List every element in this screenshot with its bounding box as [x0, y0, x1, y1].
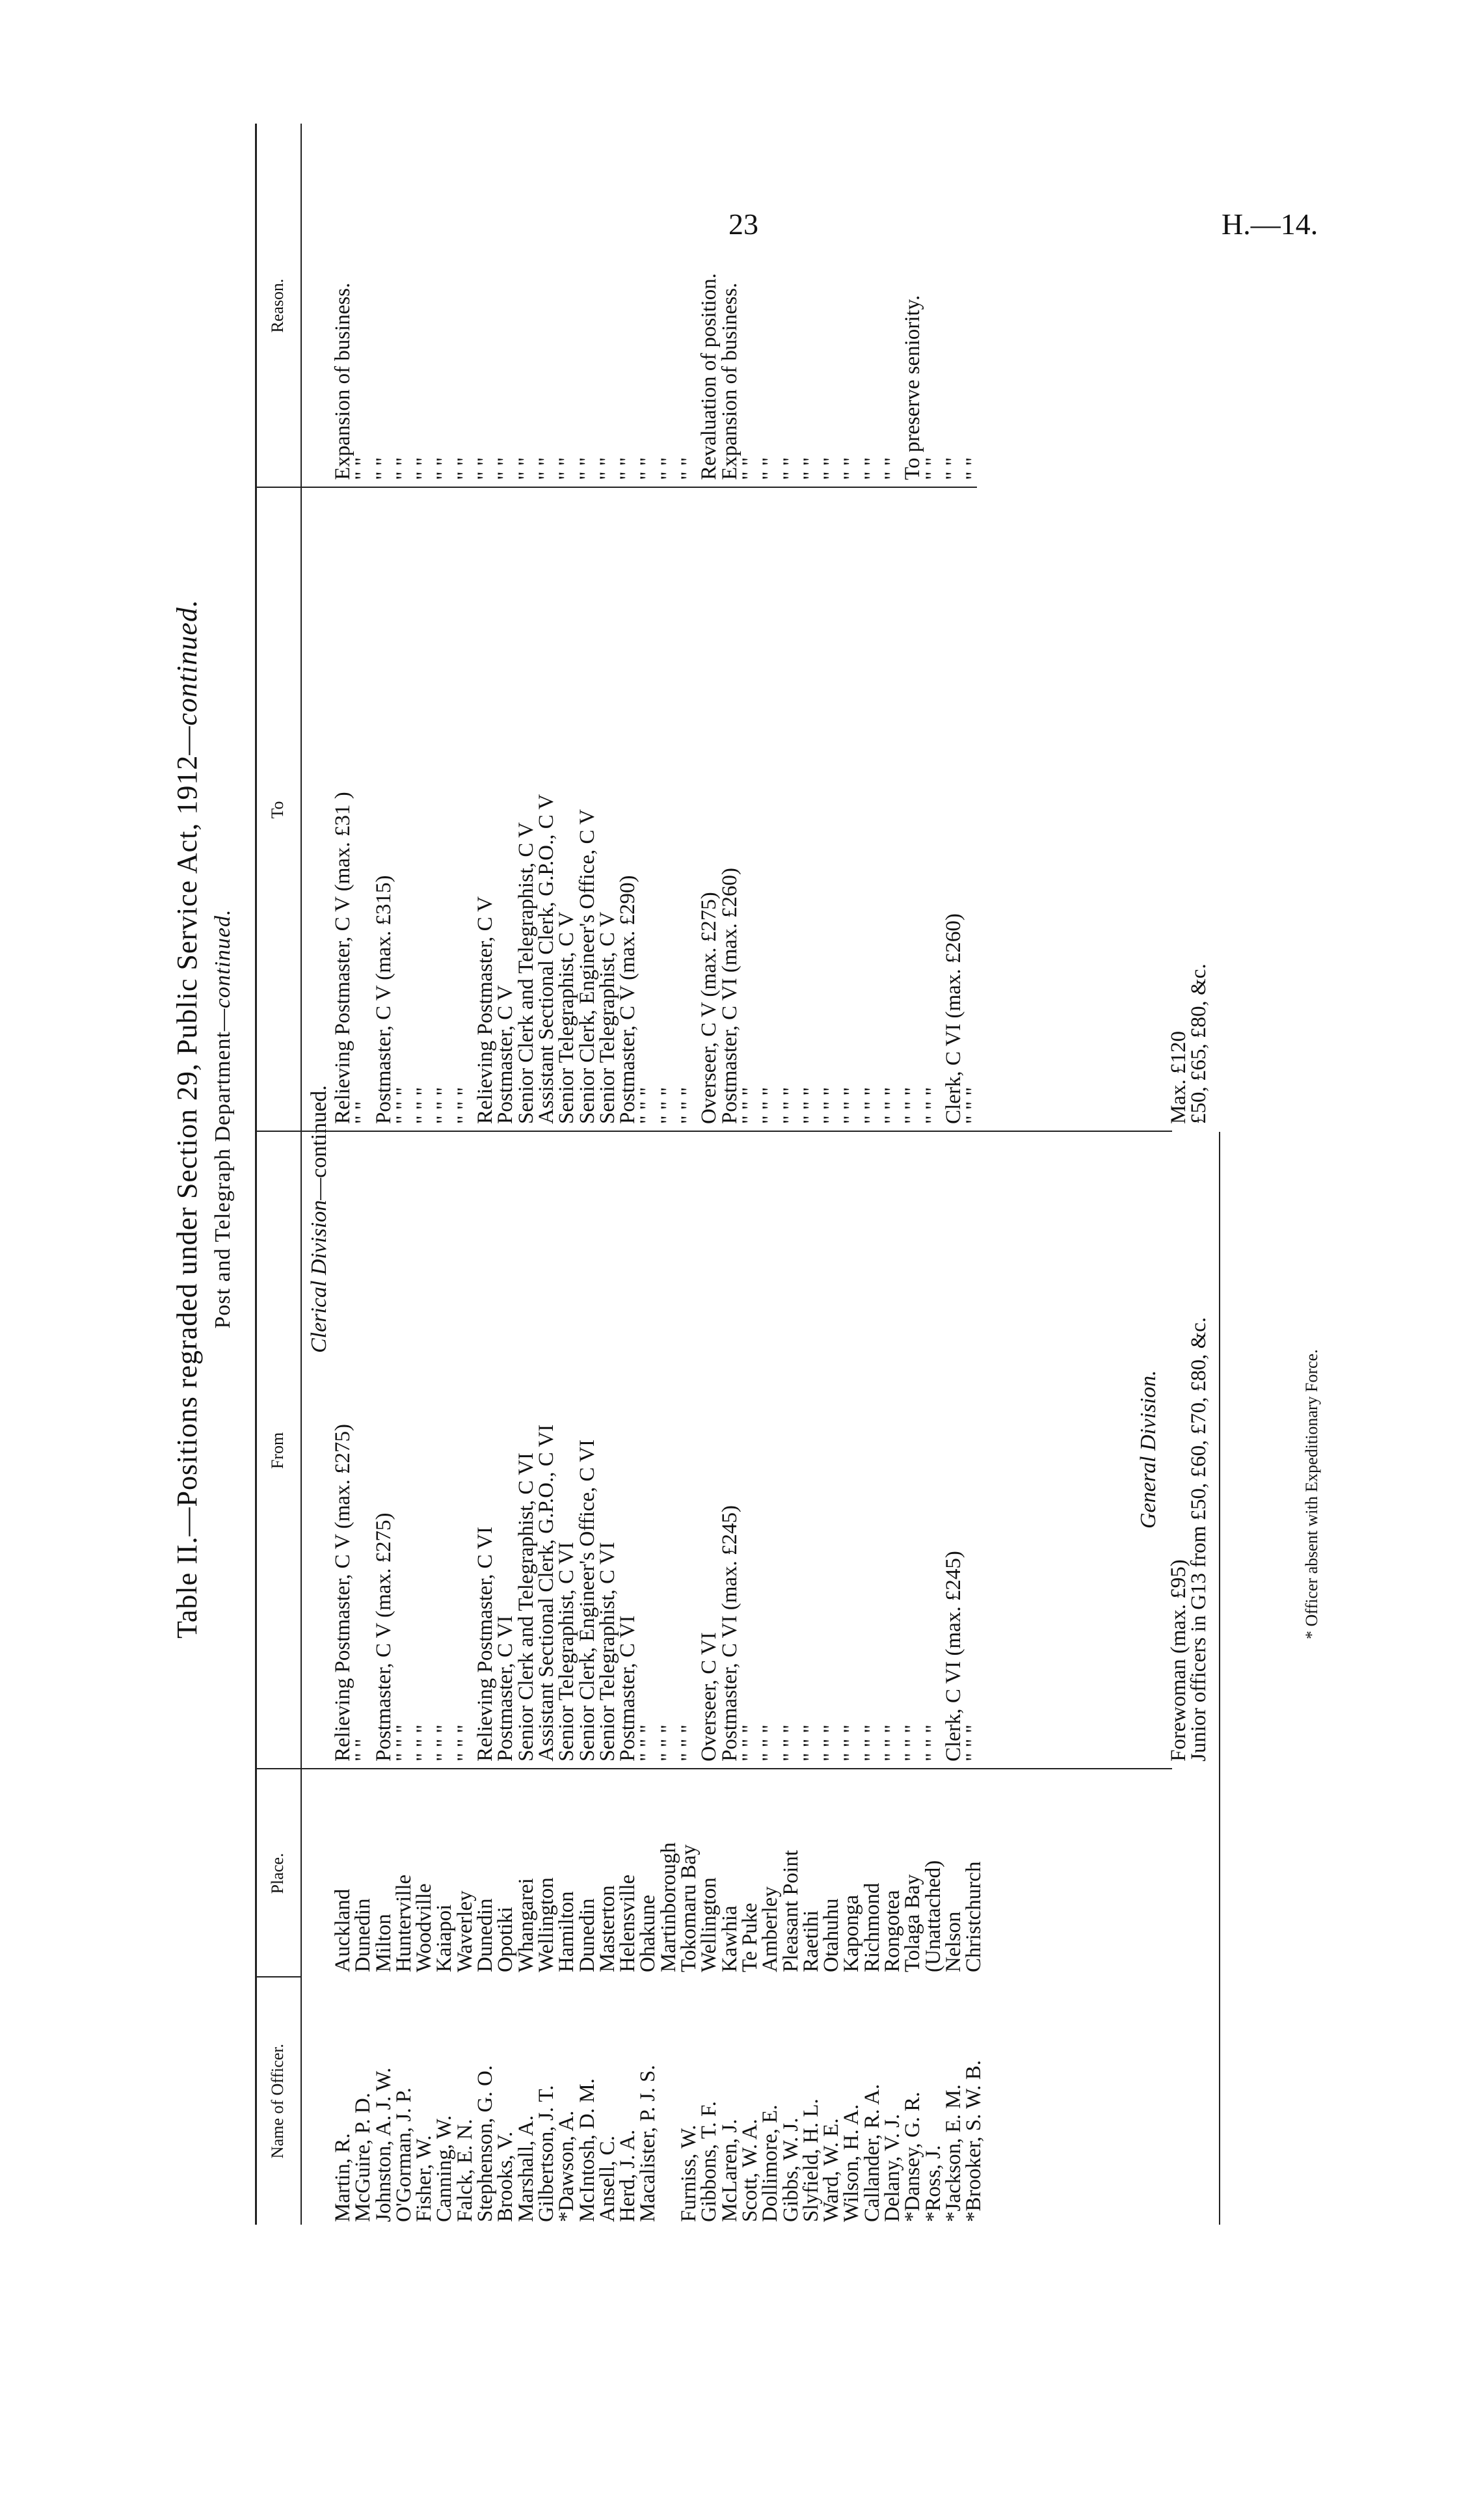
table-title [170, 13, 204, 2225]
reason-cell: " " [962, 457, 986, 480]
from-cell: " " " [860, 1724, 884, 1762]
reason-cell: Expansion of business. [331, 282, 354, 480]
to-cell: Assistant Sectional Clerk, G.P.O., C V [534, 794, 558, 1124]
officer-name-cell: Fisher, W. [412, 2135, 436, 2222]
header-place: Place. [268, 1853, 287, 1894]
to-cell: Overseer, C V (max. £275) [697, 892, 721, 1124]
officer-name-cell: Dollimore, E. [758, 2104, 782, 2222]
place-cell: Dunedin [474, 1898, 498, 1972]
column-divider [301, 1768, 1172, 1769]
to-cell: Postmaster, C V (max. £315) [371, 875, 395, 1124]
reason-cell: Expansion of business. [717, 282, 742, 480]
to-cell: Senior Clerk, Engineer's Office, C V [575, 809, 599, 1124]
reason-cell: " " [921, 457, 945, 480]
officer-name-cell: Callander, R. A. [860, 2084, 884, 2222]
from-column [333, 1137, 985, 1762]
header-from: From [268, 1432, 287, 1469]
general-from-column [1169, 1137, 1210, 1762]
reason-cell: " " [941, 457, 965, 480]
section-heading-general: General Division. [1136, 1370, 1160, 1529]
from-cell: " " [351, 1738, 375, 1762]
to-cell: " " [351, 1101, 375, 1124]
officer-name-cell: Gilbertson, J. T. [534, 2085, 558, 2222]
from-cell: " " " [820, 1724, 844, 1762]
from-cell: " " " [921, 1724, 945, 1762]
from-cell: Senior Telegraphist, C VI [555, 1542, 579, 1762]
reason-cell: " " [860, 457, 884, 480]
place-cell: Tolaga Bay [901, 1874, 925, 1972]
reason-cell: " " [656, 457, 680, 480]
to-cell: " " " [758, 1087, 782, 1124]
section-label: Clerical Division [307, 1200, 331, 1353]
to-cell: " " " [779, 1087, 803, 1124]
officer-name-cell: Johnston, A. J. W. [371, 2067, 395, 2222]
footnote: * Officer absent with Expeditionary Force. [1302, 1349, 1321, 1639]
to-cell: " " " [799, 1087, 823, 1124]
to-cell: Senior Clerk and Telegraphist, C V [514, 822, 538, 1124]
reason-cell: " " [453, 457, 477, 480]
from-cell: " " " [758, 1724, 782, 1762]
general-to-cell: Max. £120 [1167, 1031, 1190, 1124]
to-cell: Postmaster, C VI (max. £260) [717, 867, 742, 1124]
place-column [333, 1771, 985, 1972]
officer-name-cell: *Ross, J. [921, 2145, 945, 2222]
to-cell: " " " [962, 1087, 986, 1124]
reason-cell: " " [595, 457, 619, 480]
from-cell: " " " [412, 1724, 436, 1762]
officer-name-cell: Herd, J. A. [616, 2129, 640, 2222]
to-cell: " " " [901, 1087, 925, 1124]
place-cell: Milton [371, 1914, 395, 1972]
officer-name-cell: McIntosh, D. M. [575, 2078, 599, 2222]
from-cell: Senior Telegraphist, C VI [595, 1542, 619, 1762]
place-cell: Masterton [595, 1885, 619, 1972]
officer-name-cell [659, 1981, 679, 2222]
header-reason: Reason. [268, 278, 287, 333]
from-cell: Relieving Postmaster, C VI [474, 1526, 498, 1762]
table-subtitle [211, 13, 235, 2225]
to-cell: " " " [392, 1087, 416, 1124]
general-from-cell: Forewoman (max. £95) [1167, 1559, 1190, 1762]
officer-name-cell: Martin, R. [331, 2133, 354, 2222]
from-cell: Postmaster, C V (max. £275) [371, 1512, 395, 1762]
to-cell: Relieving Postmaster, C V [474, 896, 498, 1124]
officer-name-cell: Falck, E. N. [453, 2119, 477, 2222]
officer-name-cell: Macalister, P. J. S. [636, 2065, 660, 2222]
reason-cell: " " [820, 457, 844, 480]
place-cell: Martinborough [656, 1842, 680, 1972]
place-cell: Dunedin [351, 1898, 375, 1972]
to-cell: " " " [453, 1087, 477, 1124]
officer-name-cell: *Dawson, A. [555, 2110, 579, 2222]
reason-cell: " " [514, 457, 538, 480]
from-cell: Postmaster, C VI [616, 1615, 640, 1762]
header-name: Name of Officer. [268, 2043, 287, 2159]
from-cell: " " " [656, 1724, 680, 1762]
officer-name-cell: Slyfield, H. L. [799, 2098, 823, 2222]
to-cell: Relieving Postmaster, C V (max. £31 ) [331, 792, 354, 1124]
place-cell: Nelson [941, 1911, 965, 1972]
place-cell: Woodville [412, 1883, 436, 1972]
general-from-cell: Junior officers in G13 from £50, £60, £70, £80, &c. [1187, 1317, 1211, 1762]
from-cell: Senior Clerk, Engineer's Office, C VI [575, 1439, 599, 1762]
place-cell: Te Puke [738, 1903, 762, 1972]
reason-cell: " " [738, 457, 762, 480]
officer-name-cell: Marshall, A. [514, 2115, 538, 2222]
from-cell: Relieving Postmaster, C V (max. £275) [331, 1423, 354, 1762]
reason-cell: " " [555, 457, 579, 480]
officer-name-cell: Furniss, W. [677, 2125, 701, 2222]
to-cell: " " " [820, 1087, 844, 1124]
officer-name-cell: McGuire, P. D. [351, 2093, 375, 2222]
from-cell: Postmaster, C VI [494, 1615, 518, 1762]
officer-name-cell: Stephenson, G. O. [474, 2065, 498, 2222]
from-cell: Clerk, C VI (max. £245) [941, 1551, 965, 1762]
rotated-table [170, 13, 1328, 2225]
reason-cell: Revaluation of position. [697, 273, 721, 480]
officer-name-cell: Gibbs, W. J. [779, 2117, 803, 2222]
general-to-cell: £50, £65, £80, &c. [1187, 963, 1211, 1124]
to-cell: " " " [840, 1087, 864, 1124]
officer-name-cell: McLaren, J. [717, 2119, 742, 2222]
to-column [333, 493, 985, 1124]
officer-name-cell: Wilson, H. A. [840, 2104, 864, 2222]
officer-name-cell: Ansell, C. [595, 2136, 619, 2222]
name-column [333, 1981, 985, 2222]
officer-name-cell: Gibbons, T. F. [697, 2101, 721, 2222]
place-cell: Kawhia [717, 1905, 742, 1972]
to-cell: Postmaster, C V (max. £290) [616, 875, 640, 1124]
officer-name-cell: *Brooker, S. W. B. [962, 2060, 986, 2222]
reason-column [333, 129, 985, 480]
to-cell: " " " [656, 1087, 680, 1124]
header-to: To [268, 801, 287, 819]
reason-cell: " " [799, 457, 823, 480]
place-cell: Helensville [616, 1874, 640, 1972]
reason-cell: " " [616, 457, 640, 480]
from-cell: Overseer, C VI [697, 1632, 721, 1762]
from-cell: " " " [840, 1724, 864, 1762]
document-code: H.—14. [1222, 208, 1318, 241]
general-to-column [1169, 493, 1210, 1124]
reason-cell: " " [636, 457, 660, 480]
place-cell: Waverley [453, 1890, 477, 1972]
place-cell: Dunedin [575, 1898, 599, 1972]
from-cell: " " " [799, 1724, 823, 1762]
to-cell: " " " [412, 1087, 436, 1124]
place-cell: Amberley [758, 1886, 782, 1972]
reason-cell: " " [758, 457, 782, 480]
reason-cell: To preserve seniority. [901, 295, 925, 480]
from-cell: Assistant Sectional Clerk, G.P.O., C VI [534, 1424, 558, 1762]
reason-cell: " " [392, 457, 416, 480]
place-cell: Tokomaru Bay [677, 1844, 701, 1972]
officer-name-cell: *Dansey, G. R. [901, 2091, 925, 2222]
subtitle-text: Post and Telegraph Department— [211, 1008, 235, 1329]
header-rule [301, 124, 302, 2225]
bottom-rule [1219, 1132, 1220, 2225]
to-cell: Postmaster, C V [494, 985, 518, 1124]
page-number: 23 [728, 208, 758, 241]
place-cell: Rongotea [881, 1890, 905, 1972]
to-cell: Senior Telegraphist, C V [555, 911, 579, 1124]
place-cell: Whangarei [514, 1878, 538, 1972]
to-cell: " " " [860, 1087, 884, 1124]
section-suffix: —continued. [307, 1085, 331, 1200]
from-cell: " " " [453, 1724, 477, 1762]
to-cell: " " " [636, 1087, 660, 1124]
from-cell: " " " [738, 1724, 762, 1762]
from-cell: " " " [901, 1724, 925, 1762]
reason-cell: " " [779, 457, 803, 480]
from-cell: " " " [677, 1724, 701, 1762]
reason-cell: " " [677, 457, 701, 480]
subtitle-continued: continued. [211, 909, 235, 1009]
officer-name-cell: O'Gorman, J. P. [392, 2087, 416, 2222]
reason-cell: " " [840, 457, 864, 480]
officer-name-cell: Canning, W. [433, 2115, 457, 2222]
place-cell: Kaiapoi [433, 1904, 457, 1972]
place-cell: Richmond [860, 1883, 884, 1972]
place-cell: (Unattached) [921, 1860, 945, 1972]
to-cell: Senior Telegraphist, C V [595, 911, 619, 1124]
title-continued: continued. [171, 599, 203, 726]
to-cell: Clerk, C VI (max. £260) [941, 913, 965, 1124]
place-cell: Otahuhu [820, 1898, 844, 1972]
place-cell: Raetihi [799, 1910, 823, 1972]
place-cell: Christchurch [962, 1861, 986, 1972]
from-cell: " " " [433, 1724, 457, 1762]
officer-name-cell: Delany, V. J. [881, 2113, 905, 2222]
place-cell: Wellington [697, 1877, 721, 1972]
column-divider [301, 1131, 1172, 1132]
reason-cell: " " [474, 457, 498, 480]
from-cell: " " " [881, 1724, 905, 1762]
to-cell: " " " [433, 1087, 457, 1124]
place-cell: Opotiki [494, 1907, 518, 1972]
reason-cell: " " [534, 457, 558, 480]
from-cell: Postmaster, C VI (max. £245) [717, 1505, 742, 1762]
officer-name-cell: Brooks, V. [494, 2131, 518, 2222]
place-cell: Wellington [534, 1877, 558, 1972]
reason-cell: " " [494, 457, 518, 480]
place-cell: Pleasant Point [779, 1850, 803, 1972]
from-cell: Senior Clerk and Telegraphist, C VI [514, 1453, 538, 1762]
from-cell: " " " [779, 1724, 803, 1762]
reason-cell: " " [575, 457, 599, 480]
reason-cell: " " [371, 457, 395, 480]
to-cell: " " " [881, 1087, 905, 1124]
officer-name-cell: Ward, W. E. [820, 2118, 844, 2222]
place-cell: Hamilton [555, 1891, 579, 1972]
officer-name-cell: Scott, W. A. [738, 2119, 762, 2222]
reason-cell: " " [433, 457, 457, 480]
section-heading-clerical [307, 1085, 332, 1353]
place-cell: Auckland [331, 1888, 354, 1972]
from-cell: " " " [962, 1724, 986, 1762]
officer-name-cell: *Jackson, E. M. [941, 2084, 965, 2222]
place-cell: Kaponga [840, 1894, 864, 1972]
title-text: Table II.—Positions regraded under Section 29, Public Service Act, 1912— [171, 725, 203, 1639]
from-cell: " " " [392, 1724, 416, 1762]
reason-cell: " " [412, 457, 436, 480]
place-cell: Ohakune [636, 1894, 660, 1972]
place-cell: Hunterville [392, 1874, 416, 1972]
to-cell: " " " [677, 1087, 701, 1124]
from-cell: " " " [636, 1724, 660, 1762]
to-cell: " " " [921, 1087, 945, 1124]
reason-cell: " " [881, 457, 905, 480]
to-cell: " " " [738, 1087, 762, 1124]
column-divider [301, 487, 977, 488]
reason-cell: " " [351, 457, 375, 480]
